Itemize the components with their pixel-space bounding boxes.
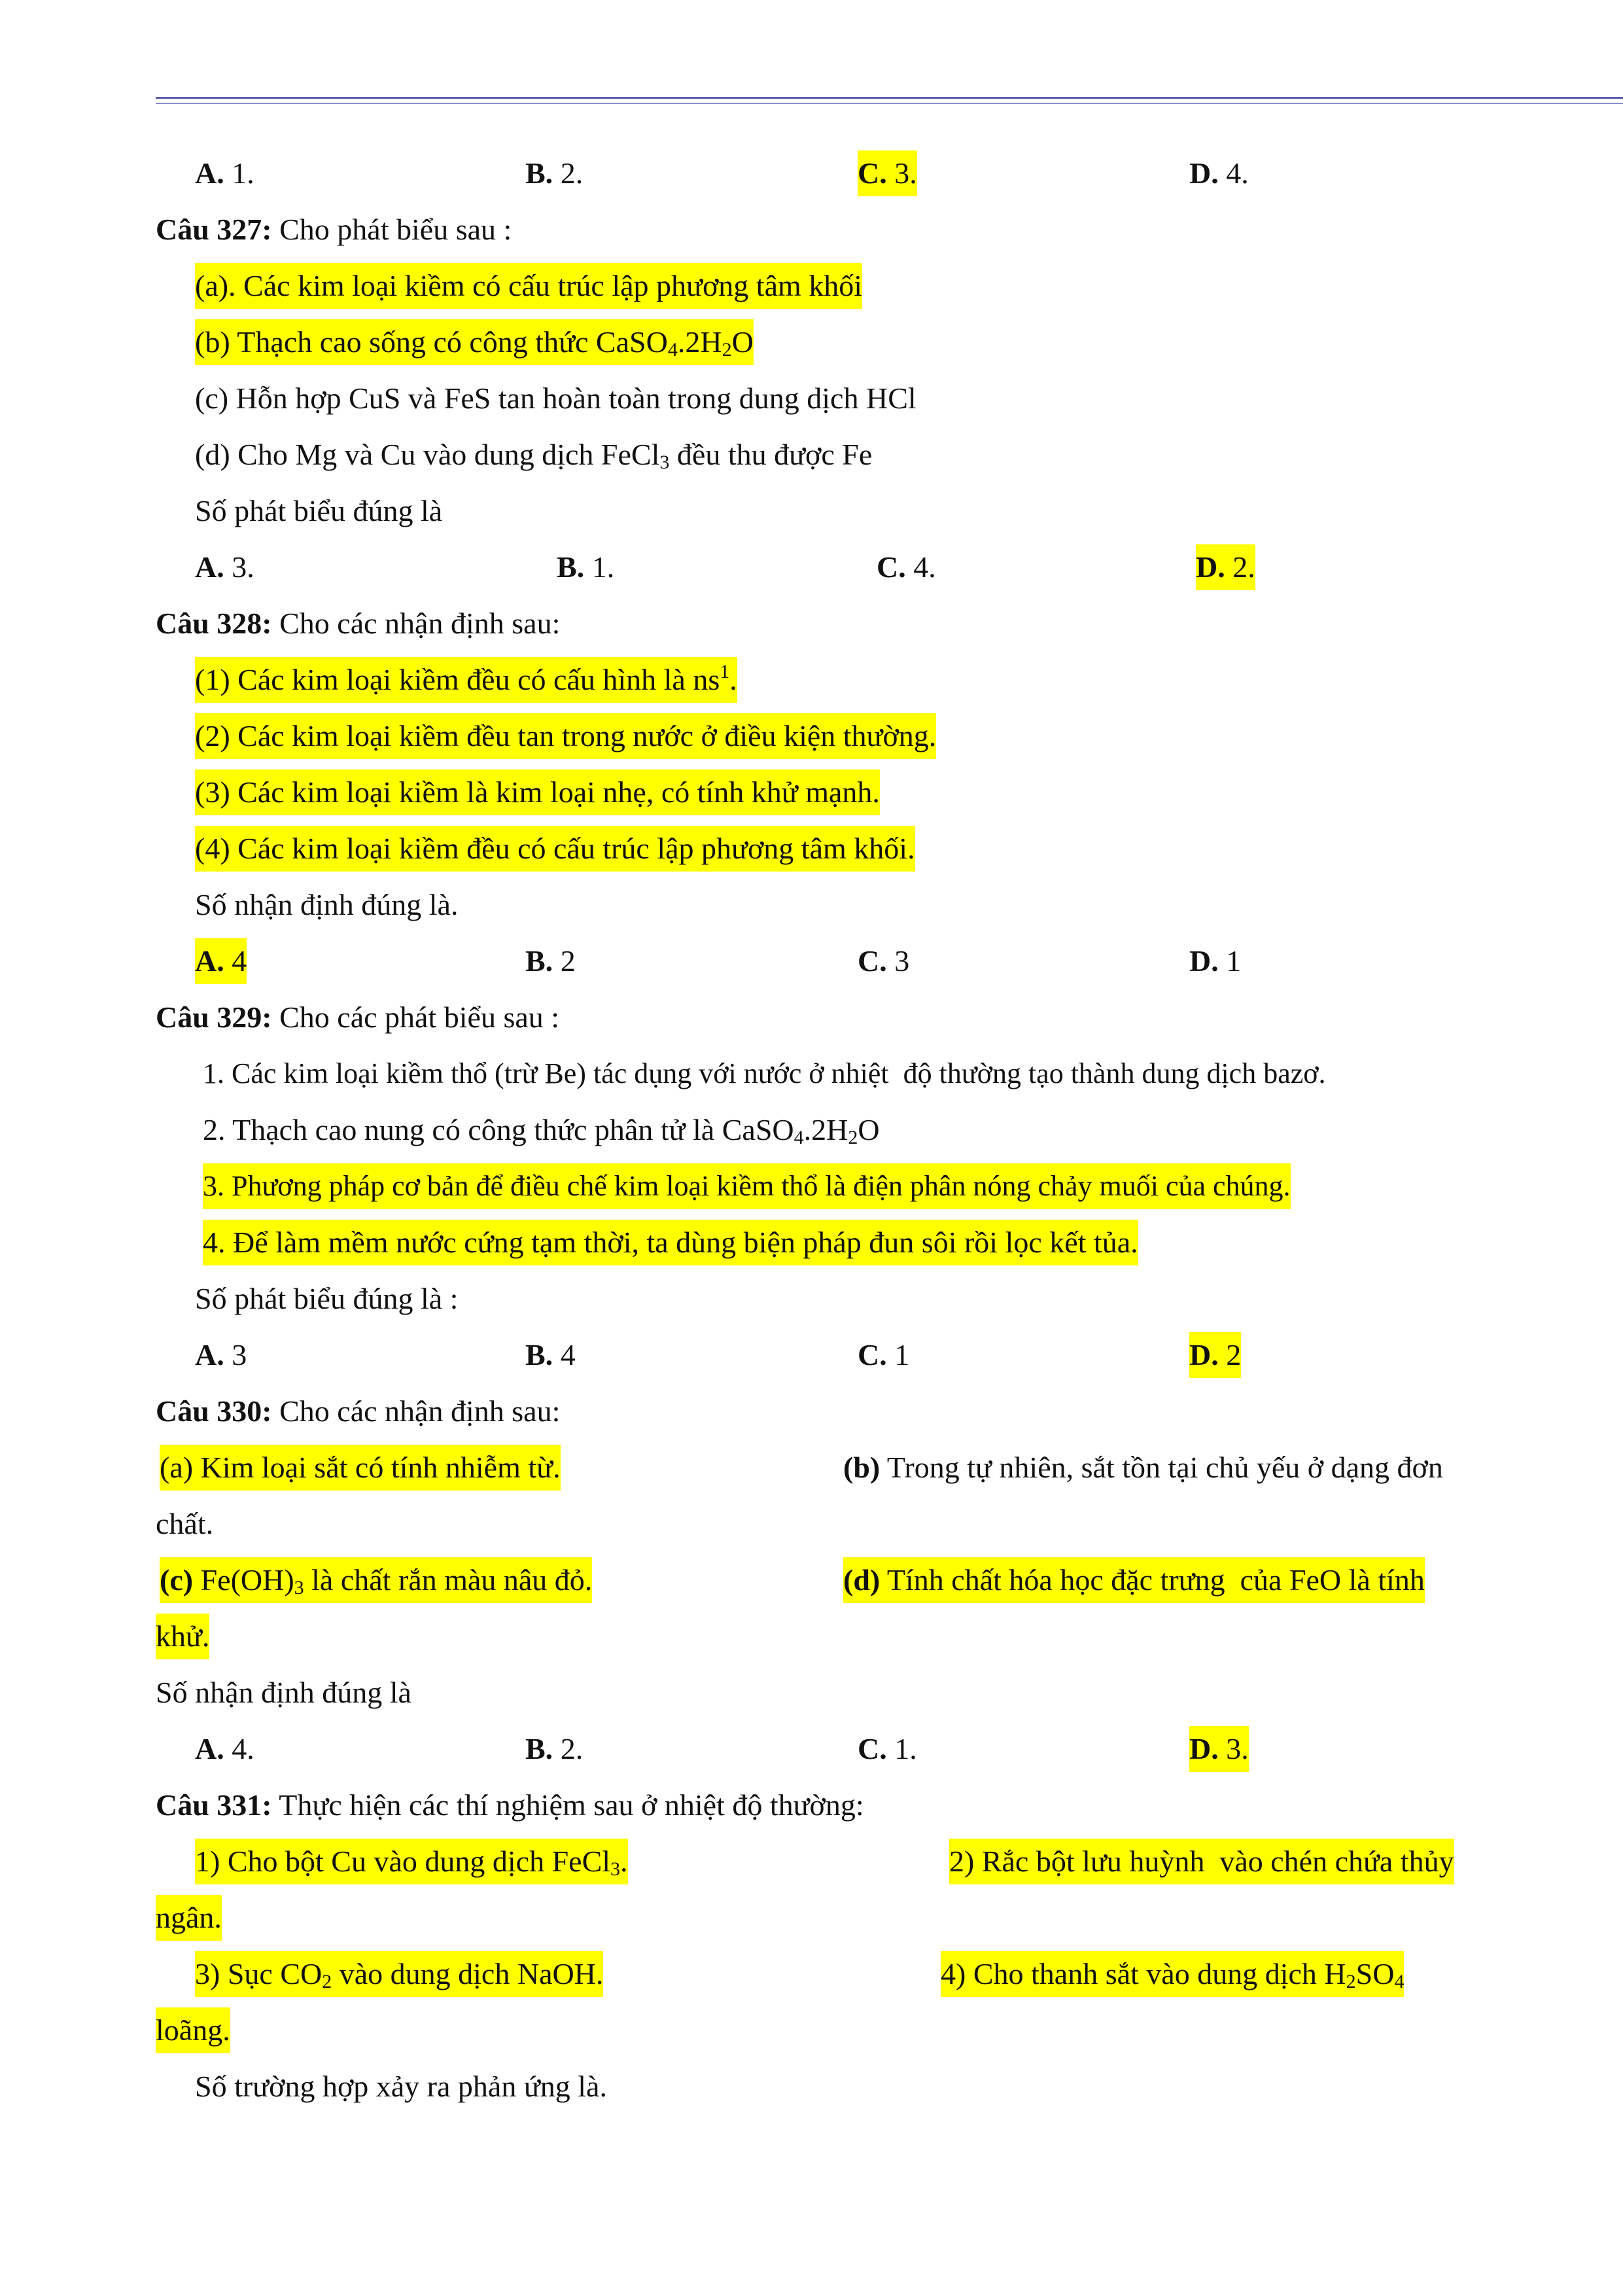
q331-experiments-12: [0, 1839, 1623, 1884]
q329-statement-1: 1. Các kim loại kiềm thổ (trừ Be) tác dụng với nước ở nhiệt độ thường tạo thành dung dịch bazơ.: [203, 1057, 1326, 1089]
q330-statements-cd: [0, 1557, 1623, 1603]
q328-statement-3: (3) Các kim loại kiềm là kim loại nhẹ, có tính khử mạnh.: [0, 769, 1623, 815]
q328-statement-2: (2) Các kim loại kiềm đều tan trong nước ở điều kiện thường.: [0, 713, 1623, 759]
experiment-2-highlighted: 2) Rắc bột lưu huỳnh vào chén chứa thủy: [949, 1839, 1454, 1884]
option-c: C. 3: [858, 944, 910, 978]
q331-experiment-4-cont: loãng.: [0, 2007, 1623, 2053]
q328-statement-4: (4) Các kim loại kiềm đều có cấu trúc lập phương tâm khối.: [0, 826, 1623, 872]
option-a: A. 4.: [195, 1732, 254, 1765]
option-d-highlighted: D. 2.: [1196, 544, 1255, 590]
q329-statement-4: 4. Để làm mềm nước cứng tạm thời, ta dùng biện pháp đun sôi rồi lọc kết tủa.: [0, 1220, 1623, 1265]
q330-ask: Số nhận định đúng là: [156, 1676, 411, 1709]
q331-experiments-34: [0, 1951, 1623, 1997]
q331-experiment-2-cont: ngân.: [0, 1895, 1623, 1941]
option-c-highlighted: C. 3.: [858, 150, 917, 196]
experiment-4-highlighted: 4) Cho thanh sắt vào dung dịch $H_2SO_4$: [941, 1951, 1404, 1997]
q331-ask: Số trường hợp xảy ra phản ứng là.: [195, 2070, 607, 2103]
option-b: B. 1.: [557, 550, 615, 584]
q330-statement-b-cont: chất.: [156, 1507, 214, 1540]
question-number: Câu 327:: [156, 213, 272, 246]
statement-a-highlighted: (a) Kim loại sắt có tính nhiễm từ.: [160, 1445, 561, 1491]
option-c: C. 1: [858, 1338, 910, 1371]
option-c: C. 4.: [877, 550, 936, 584]
q329-statement-2: 2. Thạch cao nung có công thức phân tử là $CaSO_4.2H_2O$: [203, 1113, 880, 1148]
q330-statements-ab: [0, 1445, 1623, 1491]
q328-stem: Câu 328: Cho các nhận định sau:: [156, 607, 561, 640]
q327-statement-b: (b) Thạch cao sống có công thức $CaSO_4.2H_2O$: [0, 319, 1623, 365]
q327-statement-d: (d) Cho Mg và Cu vào dung dịch FeCl$_3$ đều thu được Fe: [195, 438, 873, 473]
option-d-highlighted: D. 3.: [1189, 1726, 1249, 1772]
experiment-1-highlighted: 1) Cho bột Cu vào dung dịch FeCl$_3$.: [195, 1839, 628, 1884]
q329-statement-3: 3. Phương pháp cơ bản để điều chế kim loại kiềm thổ là điện phân nóng chảy muối của chúng.: [0, 1163, 1623, 1209]
option-d-highlighted: D. 2: [1189, 1332, 1241, 1378]
option-a: A. 1.: [195, 156, 254, 190]
statement-d-highlighted: (d) Tính chất hóa học đặc trưng của FeO là tính: [843, 1557, 1425, 1603]
experiment-3-highlighted: 3) Sục $CO_2$ vào dung dịch NaOH.: [195, 1951, 603, 1997]
option-c: C. 1.: [858, 1732, 917, 1765]
question-number: Câu 331:: [156, 1788, 272, 1822]
q327-options: [0, 544, 1623, 590]
q329-options: [0, 1332, 1623, 1378]
q331-stem: Câu 331: Thực hiện các thí nghiệm sau ở nhiệt độ thường:: [156, 1788, 864, 1822]
q326-options: [0, 150, 1623, 196]
option-b: B. 2: [525, 944, 576, 978]
statement-b: (b) Trong tự nhiên, sắt tồn tại chủ yếu ở dạng đơn: [843, 1451, 1443, 1484]
q329-stem: Câu 329: Cho các phát biểu sau :: [156, 1000, 560, 1034]
q328-ask: Số nhận định đúng là.: [195, 888, 459, 921]
option-a: A. 3: [195, 1338, 247, 1371]
q327-ask: Số phát biểu đúng là: [195, 494, 443, 527]
q329-ask: Số phát biểu đúng là :: [195, 1282, 459, 1315]
option-d: D. 4.: [1189, 156, 1249, 190]
q327-statement-c: (c) Hỗn hợp CuS và FeS tan hoàn toàn trong dung dịch HCl: [195, 381, 916, 415]
q330-statement-d-cont: khử.: [0, 1614, 1623, 1659]
option-b: B. 4: [525, 1338, 576, 1371]
option-d: D. 1: [1189, 944, 1242, 978]
q327-statement-a: (a). Các kim loại kiềm có cấu trúc lập phương tâm khối: [0, 263, 1623, 309]
q328-options: [0, 938, 1623, 984]
option-b: B. 2.: [525, 156, 584, 190]
q330-stem: Câu 330: Cho các nhận định sau:: [156, 1394, 561, 1428]
option-b: B. 2.: [525, 1732, 584, 1765]
option-a: A. 3.: [195, 550, 254, 584]
question-number: Câu 329:: [156, 1000, 272, 1034]
statement-c-highlighted: (c) $Fe(OH)_3$ là chất rắn màu nâu đỏ.: [160, 1557, 592, 1603]
q328-statement-1: (1) Các kim loại kiềm đều có cấu hình là $ns^1$.: [0, 657, 1623, 703]
option-a-highlighted: A. 4: [195, 938, 247, 984]
q327-stem: Câu 327: Cho phát biểu sau :: [156, 213, 512, 246]
q330-options: [0, 1726, 1623, 1772]
question-number: Câu 330:: [156, 1394, 272, 1428]
question-number: Câu 328:: [156, 607, 272, 640]
